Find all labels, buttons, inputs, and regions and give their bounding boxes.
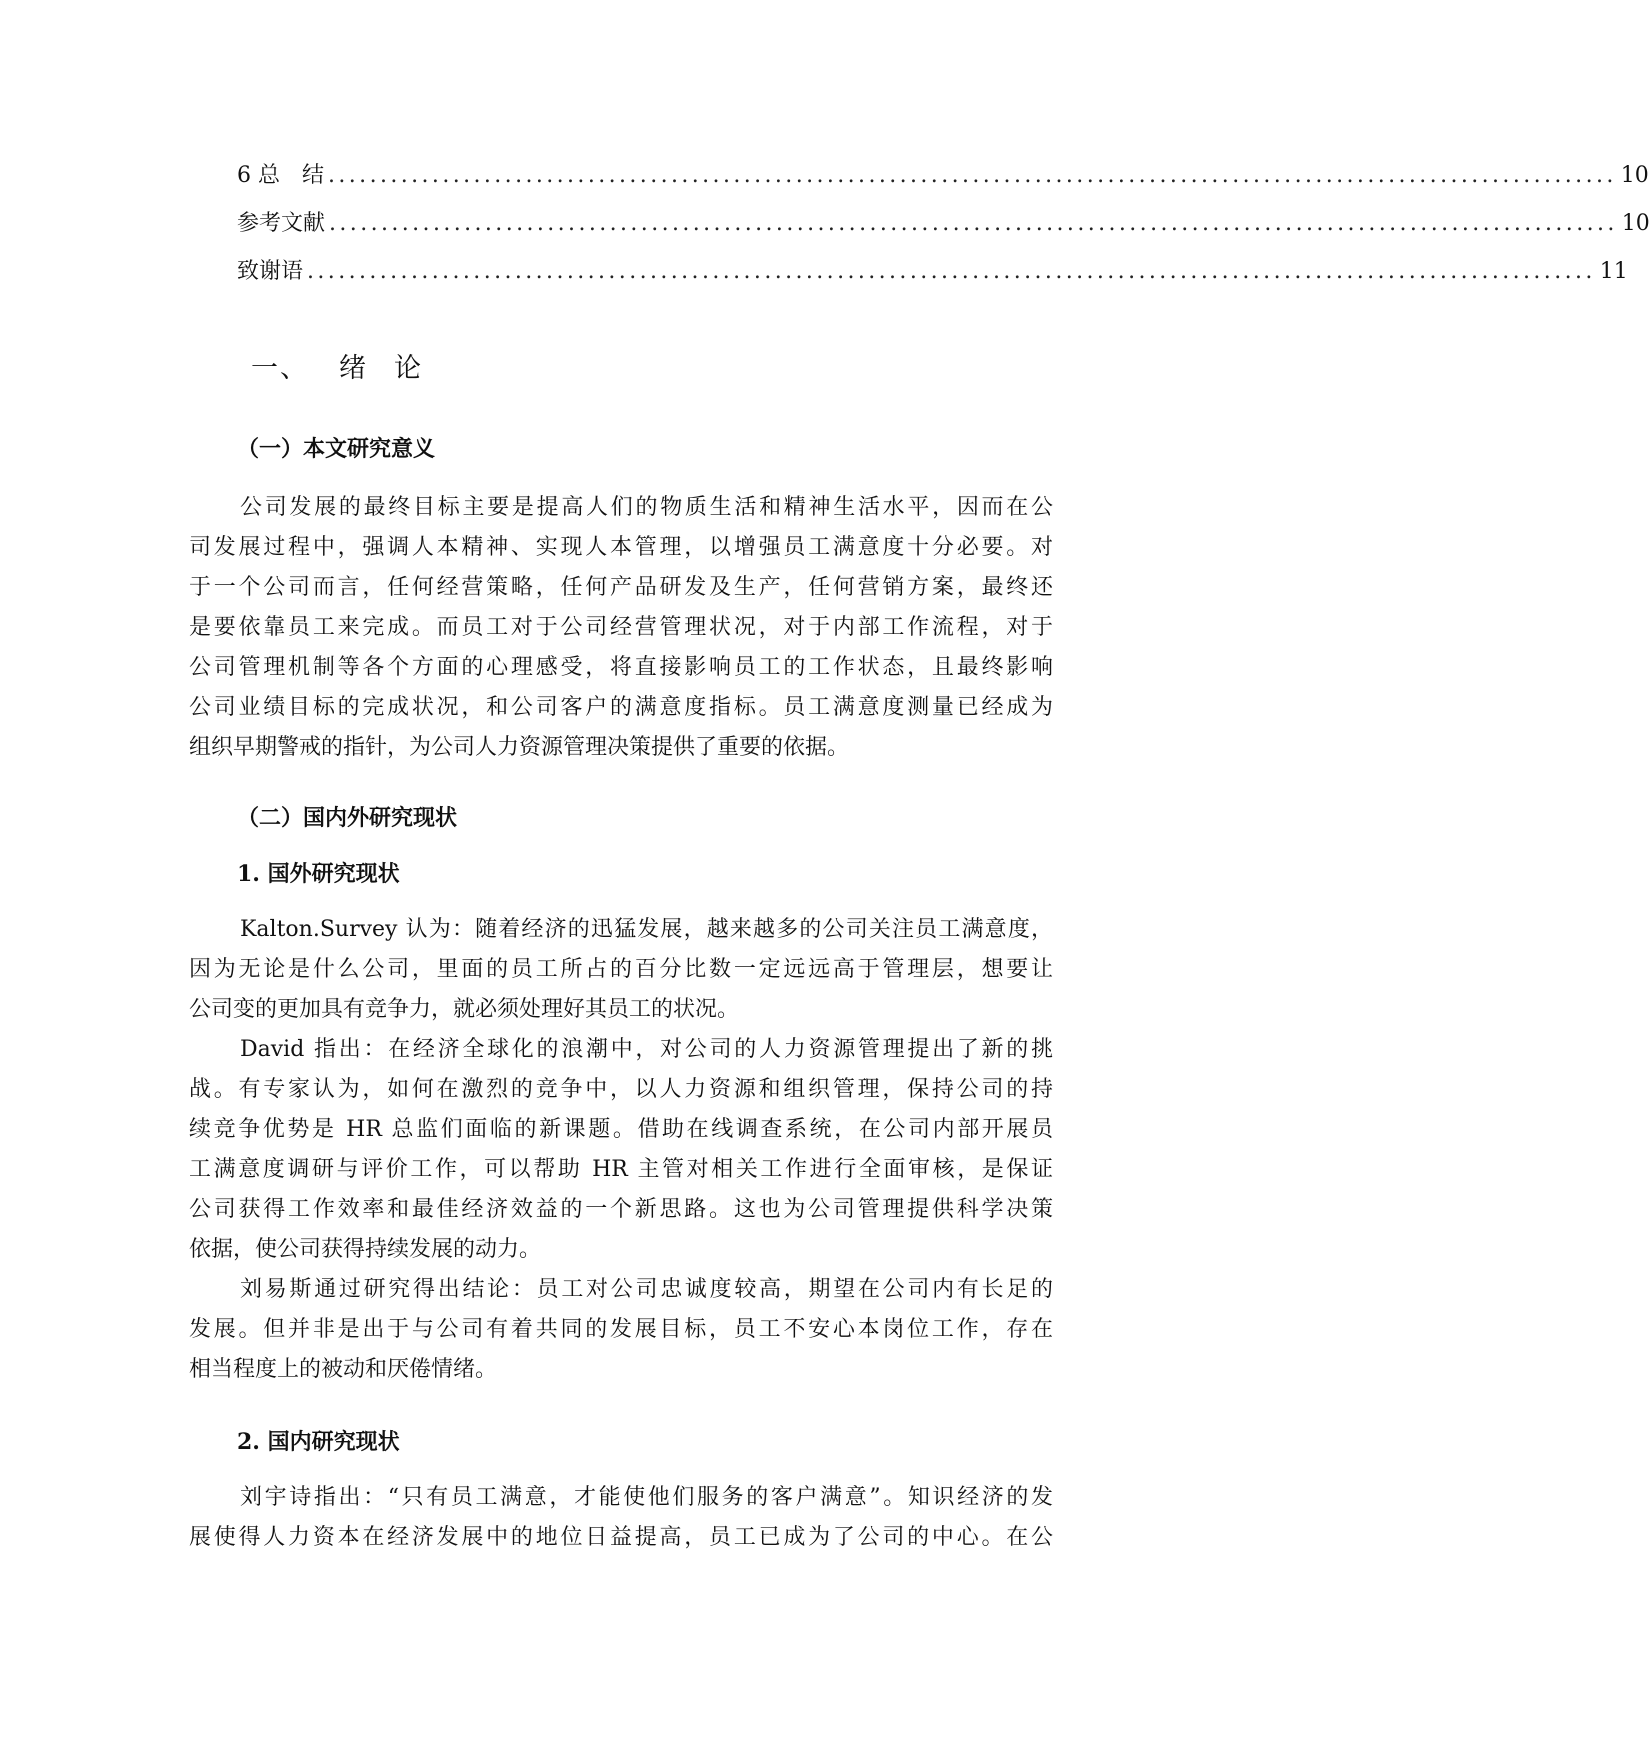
paragraph-line: 依据，使公司获得持续发展的动力。 <box>189 1237 542 1262</box>
paragraph-line: 工满意度调研与评价工作，可以帮助 HR 主管对相关工作进行全面审核，是保证 <box>189 1157 1053 1182</box>
toc-leader-dots: ............................................................................................................................ <box>329 211 1618 236</box>
paragraph-line: 刘宇诗指出：“只有员工满意，才能使他们服务的客户满意”。知识经济的发 <box>240 1485 1053 1510</box>
paragraph-line: 公司发展的最终目标主要是提高人们的物质生活和精神生活水平，因而在公 <box>240 495 1053 520</box>
paragraph-significance <box>189 488 1053 768</box>
paragraph-line: 展使得人力资本在经济发展中的地位日益提高，员工已成为了公司的中心。在公 <box>189 1525 1053 1550</box>
toc-entry[interactable] <box>237 206 1650 254</box>
paragraph-kalton <box>189 910 1053 1030</box>
paragraph-line: 相当程度上的被动和厌倦情绪。 <box>189 1357 498 1382</box>
subsection-heading: 1. 国外研究现状 <box>237 861 400 887</box>
toc-entry-label: 6 总 结 <box>237 163 324 188</box>
toc-entry-page: 10 <box>1620 163 1649 188</box>
toc-entry-label: 参考文献 <box>237 211 326 236</box>
toc-entry[interactable] <box>237 158 1649 206</box>
paragraph-david <box>189 1030 1053 1270</box>
paragraph-lewis <box>189 1270 1053 1390</box>
toc-leader-dots: ............................................................................................................................ <box>307 259 1596 284</box>
toc-entry-label: 致谢语 <box>237 259 304 284</box>
section-heading: （一）本文研究意义 <box>237 436 436 462</box>
paragraph-line: 刘易斯通过研究得出结论：员工对公司忠诚度较高，期望在公司内有长足的 <box>240 1277 1053 1302</box>
paragraph-line: 发展。但并非是出于与公司有着共同的发展目标，员工不安心本岗位工作，存在 <box>189 1317 1053 1342</box>
toc-entry[interactable] <box>237 254 1628 302</box>
toc-entry-page: 11 <box>1599 259 1628 284</box>
chapter-number: 一、 <box>251 353 309 384</box>
paragraph-line: 司发展过程中，强调人本精神、实现人本管理，以增强员工满意度十分必要。对 <box>189 535 1053 560</box>
paragraph-line: 组织早期警戒的指针，为公司人力资源管理决策提供了重要的依据。 <box>189 735 850 760</box>
paragraph-line: 公司变的更加具有竞争力，就必须处理好其员工的状况。 <box>189 997 740 1022</box>
paragraph-line: Kalton.Survey 认为：随着经济的迅猛发展，越来越多的公司关注员工满意度， <box>240 917 1053 942</box>
chapter-title-char: 绪 <box>339 353 368 384</box>
paragraph-line: 是要依靠员工来完成。而员工对于公司经营管理状况，对于内部工作流程，对于 <box>189 615 1053 640</box>
chapter-title-char: 论 <box>394 353 423 384</box>
table-of-contents <box>237 158 1650 302</box>
paragraph-line: 公司管理机制等各个方面的心理感受，将直接影响员工的工作状态，且最终影响 <box>189 655 1053 680</box>
chapter-heading <box>251 346 423 385</box>
paragraph-liu-yushi <box>189 1478 1053 1558</box>
paragraph-line: David 指出：在经济全球化的浪潮中，对公司的人力资源管理提出了新的挑 <box>240 1037 1053 1062</box>
paragraph-line: 续竞争优势是 HR 总监们面临的新课题。借助在线调查系统，在公司内部开展员 <box>189 1117 1053 1142</box>
toc-entry-page: 10 <box>1621 211 1650 236</box>
toc-leader-dots: ............................................................................................................................ <box>328 163 1617 188</box>
paragraph-line: 公司业绩目标的完成状况，和公司客户的满意度指标。员工满意度测量已经成为 <box>189 695 1053 720</box>
section-heading: （二）国内外研究现状 <box>237 805 458 831</box>
paragraph-line: 公司获得工作效率和最佳经济效益的一个新思路。这也为公司管理提供科学决策 <box>189 1197 1053 1222</box>
paragraph-line: 于一个公司而言，任何经营策略，任何产品研发及生产，任何营销方案，最终还 <box>189 575 1053 600</box>
paragraph-line: 战。有专家认为，如何在激烈的竞争中，以人力资源和组织管理，保持公司的持 <box>189 1077 1053 1102</box>
paragraph-line: 因为无论是什么公司，里面的员工所占的百分比数一定远远高于管理层，想要让 <box>189 957 1053 982</box>
subsection-heading: 2. 国内研究现状 <box>237 1429 400 1455</box>
